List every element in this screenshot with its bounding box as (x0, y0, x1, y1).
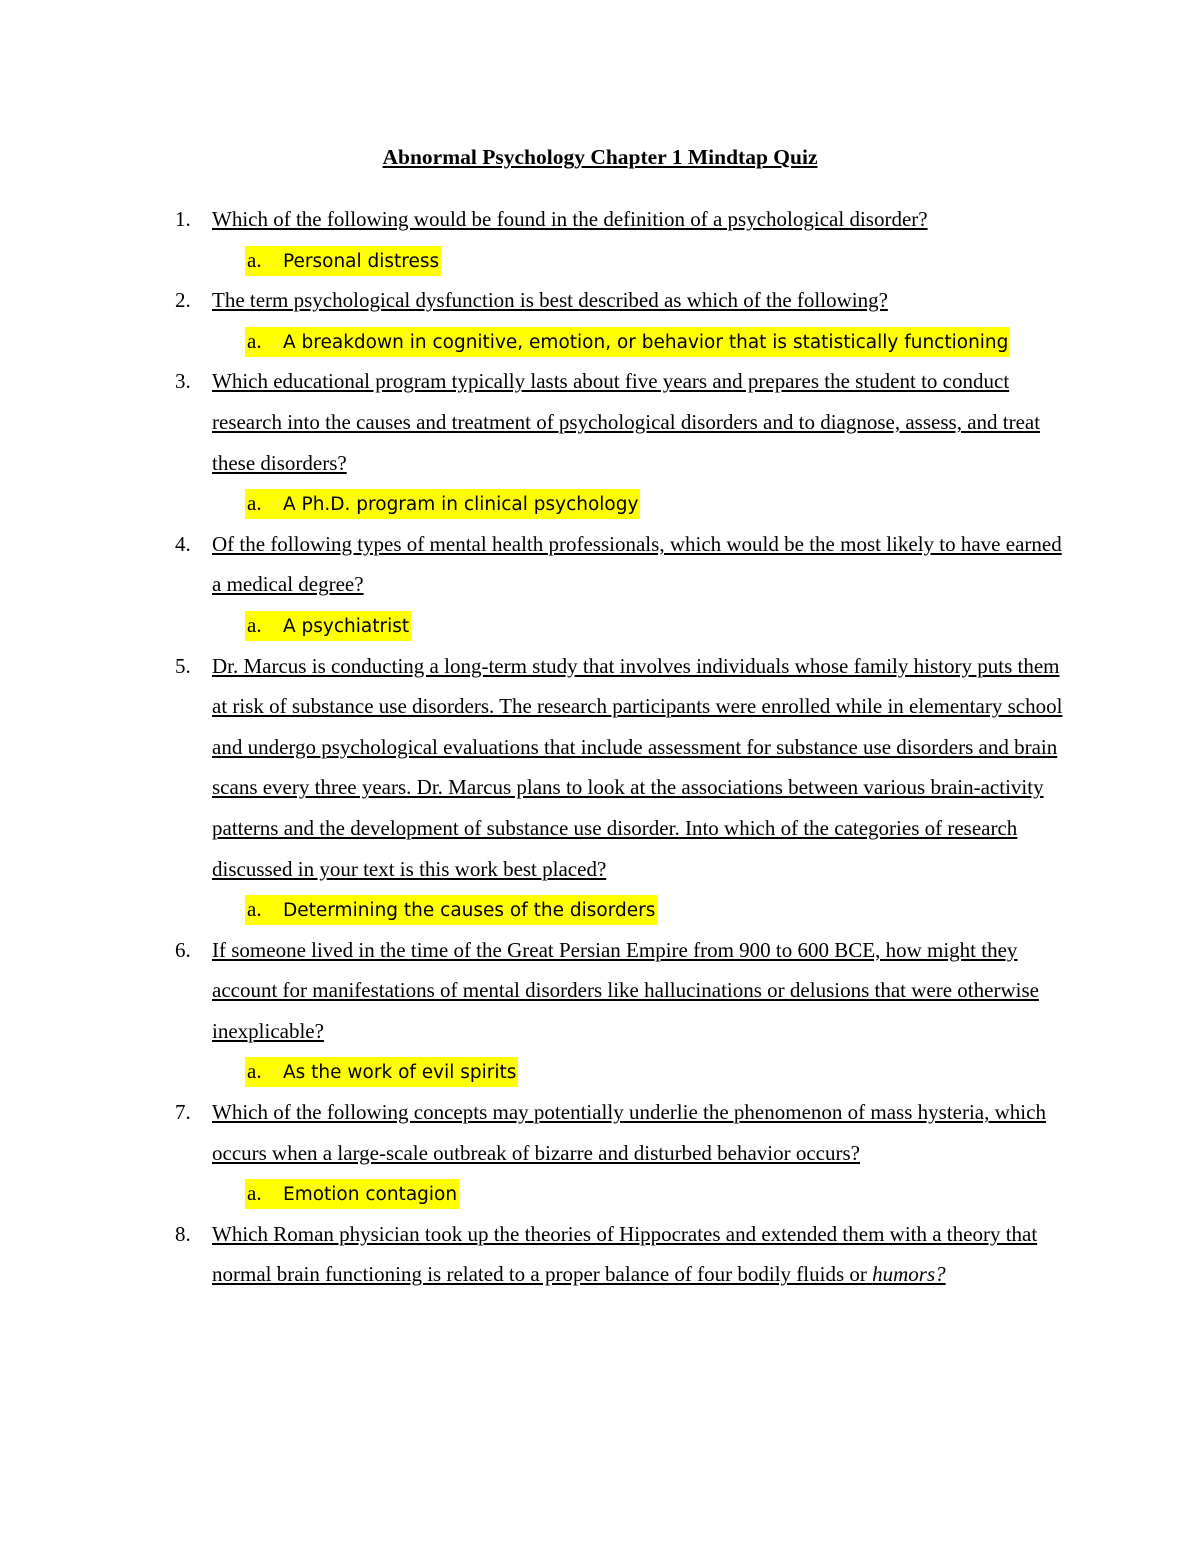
question-1 (175, 199, 1075, 240)
answer-1 (175, 240, 1075, 281)
answer-letter: a. (247, 491, 262, 516)
question-number: 6. (175, 937, 191, 962)
question-3 (175, 361, 1075, 483)
question-7 (175, 1092, 1075, 1173)
question-list (175, 199, 1075, 1295)
question-number: 2. (175, 288, 191, 313)
answer-letter: a. (247, 1181, 262, 1206)
question-2 (175, 280, 1075, 321)
answer-letter: a. (247, 247, 262, 272)
answer-highlight (245, 246, 441, 276)
question-text-main: Which Roman physician took up the theories of Hippocrates and extended them with a theory that normal brain functioning is related to a proper balance of four bodily fluids or (212, 1221, 1038, 1287)
answer-text: Personal distress (283, 250, 440, 272)
answer-6 (175, 1051, 1075, 1092)
answer-4 (175, 605, 1075, 646)
answer-highlight (245, 327, 1010, 357)
answer-5 (175, 889, 1075, 930)
answer-text: A psychiatrist (283, 615, 410, 637)
question-text: Which educational program typically lasts about five years and prepares the student to conduct research into the causes and treatment of psychological disorders and to diagnose, assess, and treat these disorders? (212, 369, 1041, 475)
question-text: Which of the following concepts may potentially underlie the phenomenon of mass hysteria, which occurs when a large-scale outbreak of bizarre and disturbed behavior occurs? (212, 1100, 1046, 1165)
question-number: 5. (175, 653, 191, 678)
answer-highlight (245, 489, 640, 519)
question-text: Dr. Marcus is conducting a long-term study that involves individuals whose family history puts them at risk of substance use disorders. The research participants were enrolled while in elementary school and undergo psychological evaluations that include assessment for substance use disorders and brain scans every three years. Dr. Marcus plans to look at the associations between various brain-activity patterns and the development of substance use disorder. Into which of the categories of research discussed in your text is this work best placed? (212, 653, 1063, 881)
question-number: 1. (175, 207, 191, 231)
question-text: Of the following types of mental health professionals, which would be the most likely to have earned a medical degree? (212, 531, 1062, 597)
answer-letter: a. (247, 897, 262, 922)
answer-letter: a. (247, 1059, 262, 1084)
answer-highlight (245, 1057, 518, 1087)
answer-text: A breakdown in cognitive, emotion, or behavior that is statistically functioning (283, 331, 1009, 353)
question-6 (175, 930, 1075, 1052)
answer-letter: a. (247, 328, 262, 353)
answer-2 (175, 321, 1075, 362)
answer-letter: a. (247, 612, 262, 637)
question-text: Which of the following would be found in the definition of a psychological disorder? (212, 207, 928, 231)
answer-text: Emotion contagion (283, 1184, 458, 1206)
question-text-italic: humors? (872, 1262, 946, 1287)
question-text: The term psychological dysfunction is best described as which of the following? (212, 288, 888, 313)
question-8 (175, 1214, 1075, 1295)
answer-highlight (245, 895, 657, 925)
question-number: 8. (175, 1221, 191, 1246)
question-text: If someone lived in the time of the Great Persian Empire from 900 to 600 BCE, how might they account for manifestations of mental disorders like hallucinations or delusions that were otherwise inexplicable? (212, 937, 1039, 1043)
question-5 (175, 646, 1075, 890)
answer-highlight (245, 1179, 459, 1209)
answer-text: As the work of evil spirits (283, 1062, 517, 1084)
answer-7 (175, 1173, 1075, 1214)
question-number: 4. (175, 531, 191, 556)
answer-text: Determining the causes of the disorders (283, 900, 656, 922)
question-number: 3. (175, 369, 191, 394)
answer-3 (175, 483, 1075, 524)
question-4 (175, 524, 1075, 605)
answer-highlight (245, 611, 411, 641)
question-number: 7. (175, 1100, 191, 1125)
answer-text: A Ph.D. program in clinical psychology (283, 494, 639, 516)
document-title: Abnormal Psychology Chapter 1 Mindtap Quiz (382, 145, 818, 169)
question-text (212, 1222, 1037, 1287)
